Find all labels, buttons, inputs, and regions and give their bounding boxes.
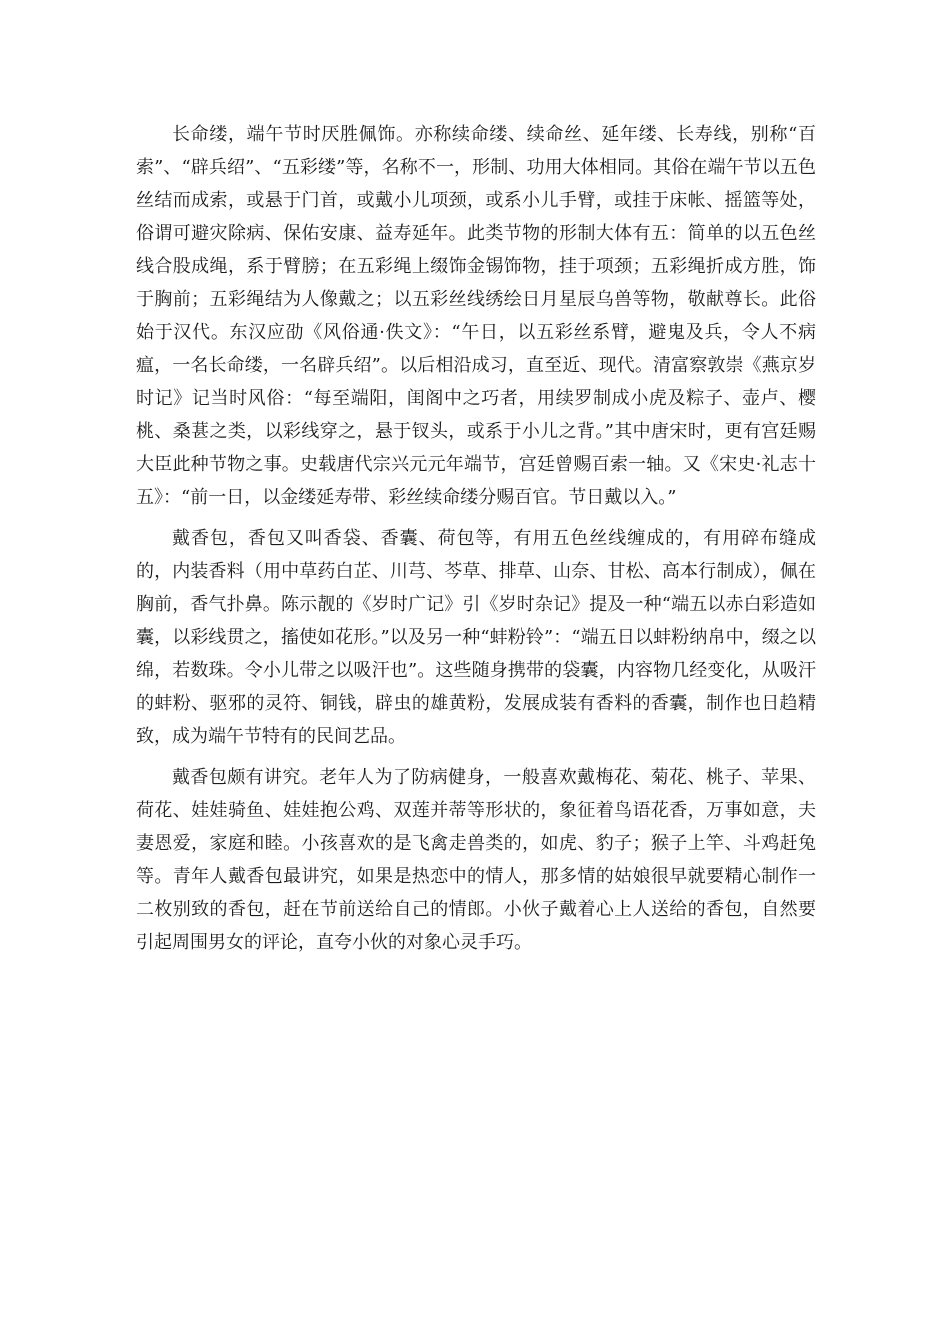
paragraph-sachet-customs: 戴香包颇有讲究。老年人为了防病健身，一般喜欢戴梅花、菊花、桃子、苹果、荷花、娃娃骑鱼、娃娃抱公鸡、双莲并蒂等形状的，象征着鸟语花香，万事如意，夫妻恩爱，家庭和睦。小孩喜欢的是飞禽走兽类的，如虎、豹子；猴子上竿、斗鸡赶兔等。青年人戴香包最讲究，如果是热恋中的情人，那多情的姑娘很早就要精心制作一二枚别致的香包，赶在节前送给自己的情郎。小伙子戴着心上人送给的香包，自然要引起周围男女的评论，直夸小伙的对象心灵手巧。 xyxy=(136,767,816,953)
paragraph-longevity-thread: 长命缕，端午节时厌胜佩饰。亦称续命缕、续命丝、延年缕、长寿线，别称“百索”、“辟兵绍”、“五彩缕”等，名称不一，形制、功用大体相同。其俗在端午节以五色丝结而成索，或悬于门首，或戴小儿项颈，或系小儿手臂，或挂于床帐、摇篮等处，俗谓可避灾除病、保佑安康、益寿延年。此类节物的形制大体有五：简单的以五色丝线合股成绳，系于臂膀；在五彩绳上缀饰金锡饰物，挂于项颈；五彩绳折成方胜，饰于胸前；五彩绳结为人像戴之；以五彩丝线绣绘日月星辰乌兽等物，敬献尊长。此俗始于汉代。东汉应劭《风俗通·佚文》：“午日，以五彩丝系臂，避鬼及兵，令人不病瘟，一名长命缕，一名辟兵绍”。以后相沿成习，直至近、现代。清富察敦崇《燕京岁时记》记当时风俗：“每至端阳，闺阁中之巧者，用续罗制成小虎及粽子、壶卢、樱桃、桑葚之类，以彩线穿之，悬于钗头，或系于小儿之背。”其中唐宋时，更有宫廷赐大臣此种节物之事。史载唐代宗兴元元年端节，宫廷曾赐百索一轴。又《宋史·礼志十五》：“前一日，以金缕延寿带、彩丝续命缕分赐百官。节日戴以入。” xyxy=(136,124,816,508)
document-body xyxy=(136,118,816,959)
paragraph-sachet: 戴香包，香包又叫香袋、香囊、荷包等，有用五色丝线缠成的，有用碎布缝成的，内装香料（用中草药白芷、川芎、芩草、排草、山奈、甘松、高本行制成），佩在胸前，香气扑鼻。陈示靓的《岁时广记》引《岁时杂记》提及一种“端五以赤白彩造如囊，以彩线贯之，搐使如花形。”以及另一种“蚌粉铃”：“端五日以蚌粉纳帛中，缀之以绵，若数珠。令小儿带之以吸汗也”。这些随身携带的袋囊，内容物几经变化，从吸汗的蚌粉、驱邪的灵符、铜钱，辟虫的雄黄粉，发展成装有香料的香囊，制作也日趋精致，成为端午节特有的民间艺品。 xyxy=(136,528,816,747)
